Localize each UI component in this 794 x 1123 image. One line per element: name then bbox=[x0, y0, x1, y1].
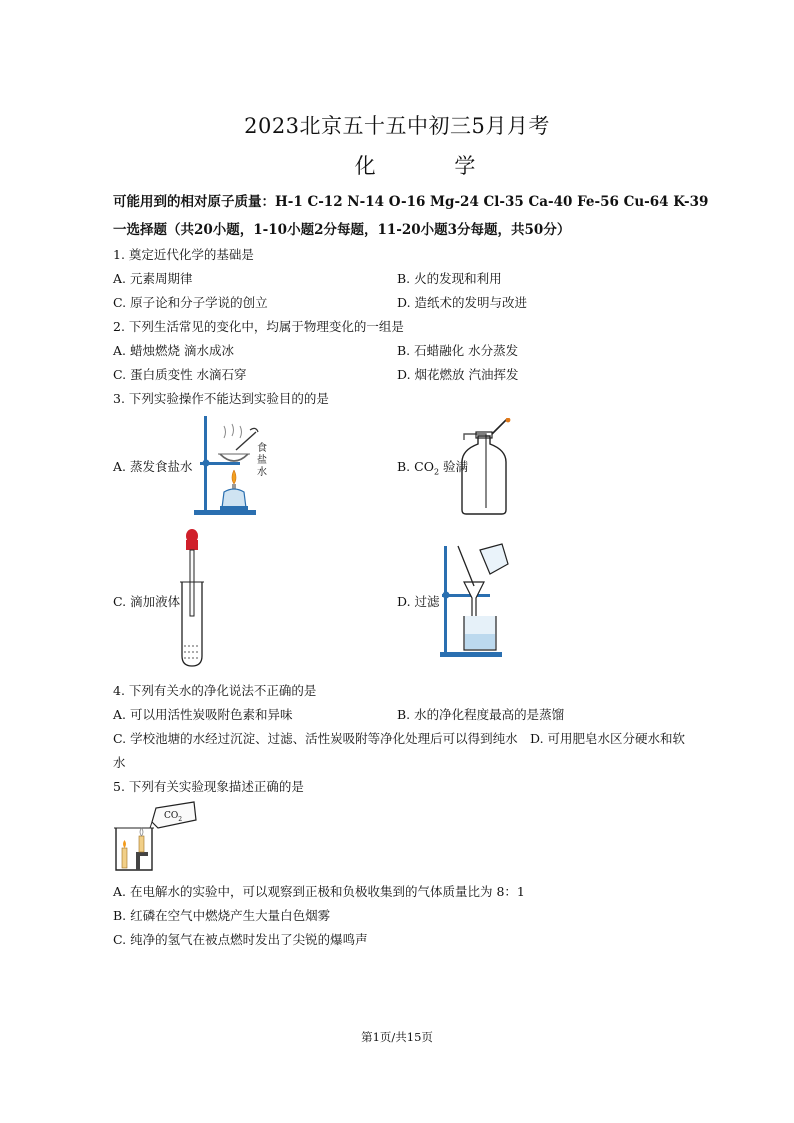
q1-stem: 1. 奠定近代化学的基础是 bbox=[113, 247, 254, 262]
atomic-masses: 可能用到的相对原子质量：H-1 C-12 N-14 O-16 Mg-24 Cl-35 Ca-40 Fe-56 Cu-64 K-39 bbox=[113, 194, 709, 210]
q2-stem: 2. 下列生活常见的变化中，均属于物理变化的一组是 bbox=[113, 319, 404, 334]
q5-option-c: C. 纯净的氢气在被点燃时发出了尖锐的爆鸣声 bbox=[113, 932, 368, 947]
section-heading: 一选择题（共20小题，1-10小题2分每题，11-20小题3分每题，共50分） bbox=[113, 222, 571, 238]
q2-option-d: D. 烟花燃放 汽油挥发 bbox=[397, 367, 519, 382]
q3-stem: 3. 下列实验操作不能达到实验目的的是 bbox=[113, 391, 329, 406]
salt-water-label: 食盐水 bbox=[257, 443, 267, 478]
q2-option-b: B. 石蜡融化 水分蒸发 bbox=[397, 343, 519, 358]
q1-option-b: B. 火的发现和利用 bbox=[397, 271, 502, 286]
dropper-figure bbox=[176, 528, 208, 670]
co2-beaker-figure bbox=[112, 800, 200, 874]
q3-option-d: D. 过滤 bbox=[397, 594, 440, 609]
q4-option-c: C. 学校池塘的水经过沉淀、过滤、活性炭吸附等净化处理后可以得到纯水 bbox=[113, 731, 518, 746]
q5-stem: 5. 下列有关实验现象描述正确的是 bbox=[113, 779, 304, 794]
q1-option-c: C. 原子论和分子学说的创立 bbox=[113, 295, 268, 310]
subject-title: 化 学 bbox=[354, 154, 512, 178]
q4-stem: 4. 下列有关水的净化说法不正确的是 bbox=[113, 683, 317, 698]
q1-option-a: A. 元素周期律 bbox=[113, 271, 193, 286]
gas-bottle-figure bbox=[458, 418, 514, 516]
q1-option-d: D. 造纸术的发明与改进 bbox=[397, 295, 528, 310]
filtration-figure bbox=[438, 542, 510, 660]
q3-option-b: B. $CO_2$ 验满 bbox=[397, 459, 469, 477]
co2-bottle-label: $CO_2$ bbox=[164, 811, 183, 823]
q3-option-a: A. 蒸发食盐水 bbox=[113, 459, 193, 474]
q4-option-d-continued: 水 bbox=[113, 755, 126, 770]
q2-option-a: A. 蜡烛燃烧 滴水成冰 bbox=[113, 343, 234, 358]
q4-option-b: B. 水的净化程度最高的是蒸馏 bbox=[397, 707, 565, 722]
q4-option-a: A. 可以用活性炭吸附色素和异味 bbox=[113, 707, 293, 722]
exam-title: 2023北京五十五中初三5月月考 bbox=[244, 114, 550, 138]
page-footer: 第1页/共15页 bbox=[361, 1030, 433, 1044]
q5-option-a: A. 在电解水的实验中，可以观察到正极和负极收集到的气体质量比为 8：1 bbox=[113, 884, 525, 899]
q3-option-c: C. 滴加液体 bbox=[113, 594, 181, 609]
q5-option-b: B. 红磷在空气中燃烧产生大量白色烟雾 bbox=[113, 908, 331, 923]
q2-option-c: C. 蛋白质变性 水滴石穿 bbox=[113, 367, 247, 382]
q4-option-d: D. 可用肥皂水区分硬水和软 bbox=[530, 731, 686, 746]
